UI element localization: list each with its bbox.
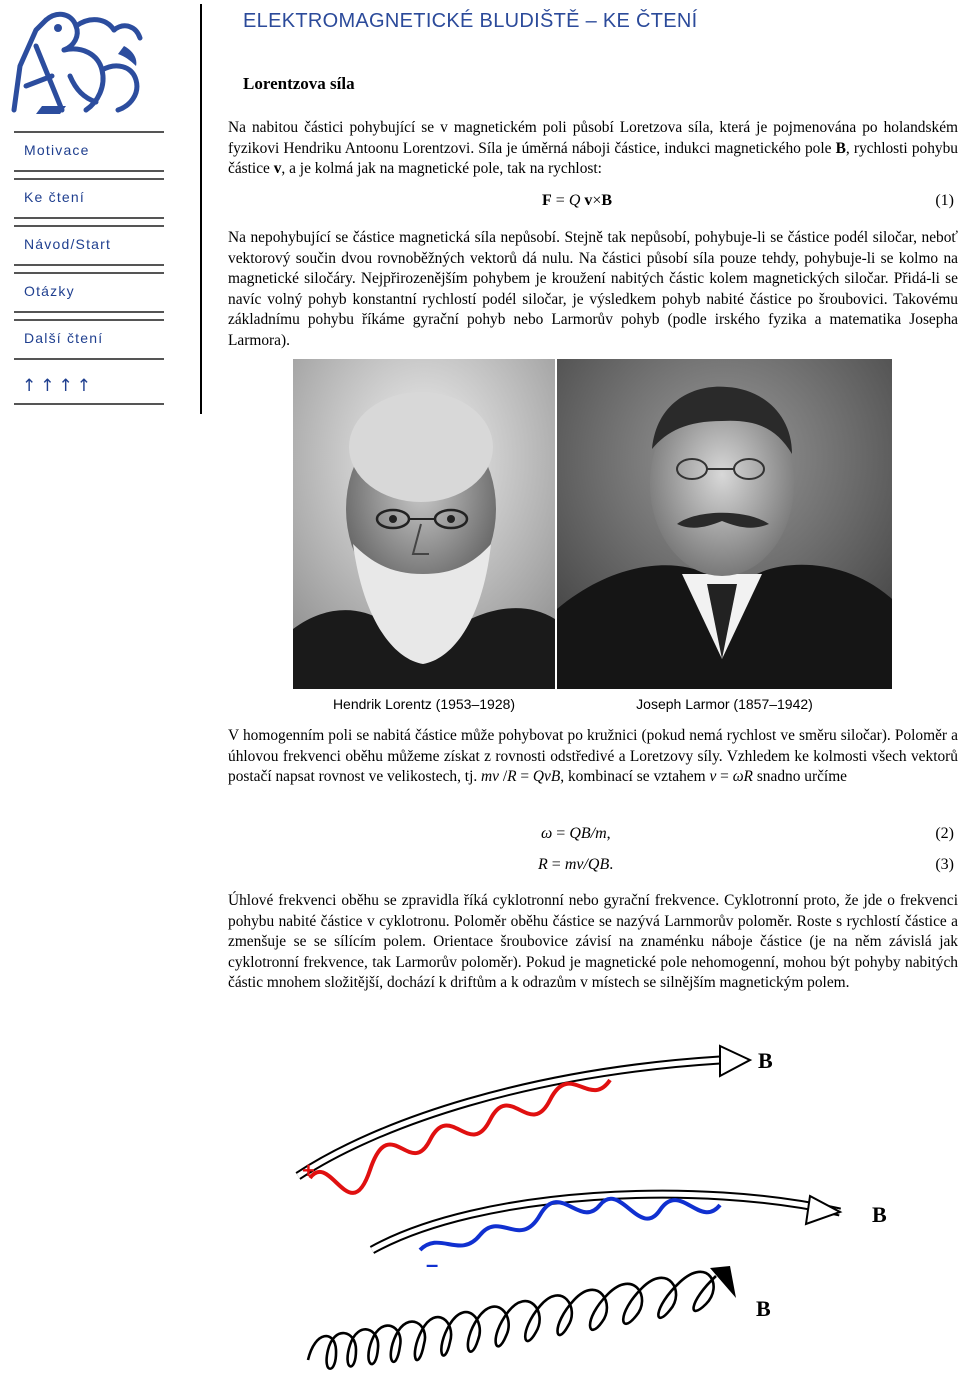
field-arrow-head-mid — [806, 1196, 840, 1224]
field-line-top — [298, 1060, 720, 1176]
nav-arrow-links[interactable]: ↑↑↑↑ — [22, 376, 95, 396]
paragraph-circular-motion: V homogenním poli se nabitá částice může pohybovat po kružnici (pokud nemá rychlost ve směru siločar). Poloměr a úhlovou frekvenci oběhu můžeme získat z rovnosti odstředivé a Loretzovy síly. Vzhledem ke kolmosti všech vektorů postačí napsat rovnost ve velikostech, tj. mv /R = QvB, kombinací se vztahem v = ωR snadno určíme — [228, 727, 958, 786]
nav-ke-cteni[interactable]: Ke čtení — [24, 189, 85, 205]
label-b-bottom: B — [756, 1296, 771, 1321]
label-minus: – — [426, 1252, 439, 1277]
photo-hendrik-lorentz — [293, 359, 555, 689]
caption-larmor: Joseph Larmor (1857–1942) — [636, 696, 813, 712]
page-title: ELEKTROMAGNETICKÉ BLUDIŠTĚ – KE ČTENÍ — [243, 10, 698, 32]
university-lion-logo — [6, 6, 152, 118]
equation-larmor-radius: R = mv/QB. — [538, 856, 614, 873]
equation-number-1: (1) — [935, 192, 954, 209]
helix-path — [308, 1272, 716, 1369]
photo-joseph-larmor — [557, 359, 892, 689]
nav-navod-start[interactable]: Návod/Start — [24, 236, 112, 252]
equation-number-3: (3) — [935, 856, 954, 873]
sidebar-divider — [200, 4, 202, 414]
equation-cyclotron-frequency: ω = QB/m, — [541, 825, 611, 842]
nav-motivace[interactable]: Motivace — [24, 142, 90, 158]
sidebar — [0, 0, 200, 420]
label-b-top: B — [758, 1048, 773, 1073]
gyration-diagram — [280, 1030, 887, 1376]
label-plus: + — [302, 1158, 315, 1183]
nav-otazky[interactable]: Otázky — [24, 283, 75, 299]
nav-dalsi-cteni[interactable]: Další čtení — [24, 330, 104, 346]
paragraph-larmor-radius: Úhlové frekvenci oběhu se zpravidla říká cyklotronní nebo gyrační frekvence. Cyklotronní proto, že jde o frekvenci pohybu nabité částice v cyklotronu. Poloměr oběhu částice se nazývá Larnmorův poloměr. Roste s rychlostí částice a zmenšuje se se sílícím polem. Orientace šroubovice závisí na znaménku náboje částice (je na něm závislá jak cyklotronní frekvence, tak Larmorův poloměr). Pokud je magnetické pole nehomogenní, mohou být pohyby nabitých částic mnohem složitější, dochází k driftům a k odrazům v místech se silnějším magnetickým polem. — [228, 892, 958, 992]
negative-particle-path — [420, 1199, 720, 1250]
caption-lorentz: Hendrik Lorentz (1953–1928) — [332, 696, 516, 712]
label-b-mid: B — [872, 1202, 887, 1227]
paragraph-gyration: Na nepohybující se částice magnetická síla nepůsobí. Stejně tak nepůsobí, pohybuje-li se částice podél siločar, neboť vektorový součin dvou rovnoběžných vektorů dá nulu. Na částici působí síla pouze tehdy, pohybuje-li se kolmo na magnetické siločáry. Nejpřirozenějším pohybem je kroužení nabitých částic kolem magnetických siločar. Přidá-li se navíc volný pohyb konstantní rychlostí podél siločar, je výsledkem pohyb nabité částice po šroubovici. Takovému základnímu pohybu říkáme gyrační pohyb nebo Larmorův pohyb (podle irského fyzika a matematika Josepha Larmora). — [228, 229, 958, 349]
equation-number-2: (2) — [935, 825, 954, 842]
section-title: Lorentzova síla — [243, 74, 355, 93]
field-arrow-head-top — [720, 1046, 750, 1076]
equation-lorentz-force: F = Q v×B — [542, 192, 613, 209]
positive-particle-path — [310, 1080, 610, 1193]
paragraph-intro: Na nabitou částici pohybující se v magnetickém poli působí Loretzova síla, která je pojmenována po holandském fyzikovi Hendriku Antoonu Lorentzovi. Síla je úměrná náboji částice, indukci magnetického pole B, rychlosti pohybu částice v, a je kolmá jak na magnetické pole, tak na rychlost: — [228, 119, 958, 178]
